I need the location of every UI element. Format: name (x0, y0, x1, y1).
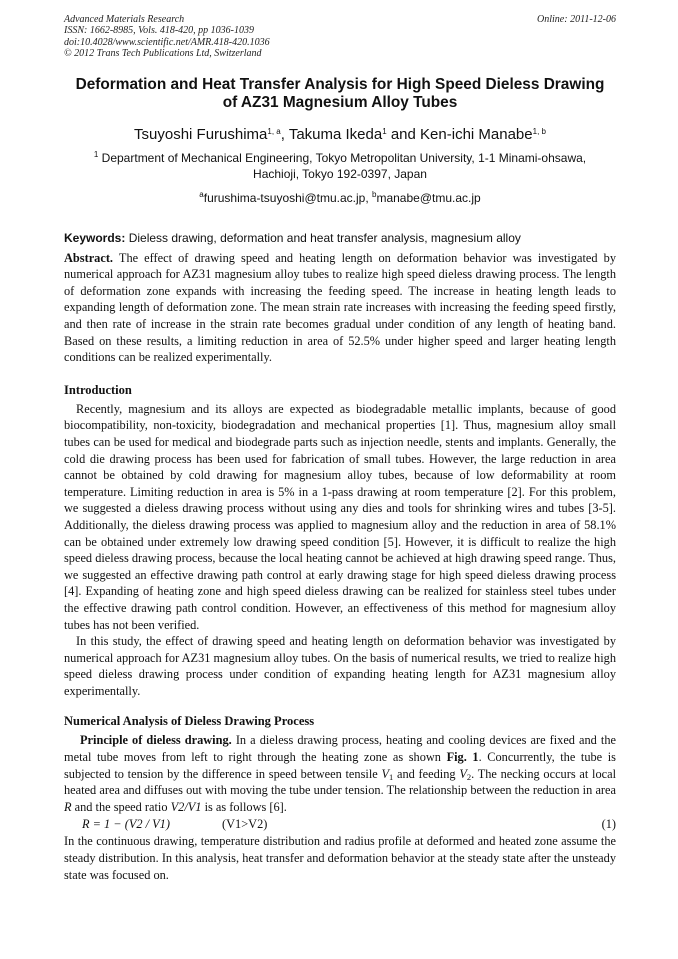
abstract-text: The effect of drawing speed and heating length on deformation behavior was investigated by numerical approach for AZ31 magnesium alloy tubes to realize high speed dieless drawing process. The length of deformation zone expands with increasing the feeding speed. The increase in heating length leads to expanding length of deformation zone. The mean strain rate increases with increasing the feeding speed firstly, and then rate of increase in the strain rate becomes gradual under condition of any length of heating band. Based on these results, a limiting reduction in area of 52.5% under higher speed and larger heating length conditions can be realized experimentally. (64, 250, 616, 365)
v2-symbol: V (459, 766, 467, 781)
title-line-1: Deformation and Heat Transfer Analysis for High Speed Dieless Drawing (75, 75, 605, 93)
equation-number: (1) (601, 817, 616, 832)
fig-1-reference[interactable]: Fig. 1 (446, 750, 479, 765)
equation-lhs: R = 1 − (V2 / V1) (82, 817, 170, 832)
equation-1 (64, 815, 616, 833)
author-3: Ken-ichi Manabe (420, 125, 533, 143)
abstract (64, 250, 616, 366)
p1-text-b: . Concurrently, the tube is subjected to tension by the difference in speed between tensile (64, 750, 616, 781)
email-b-sup: b (372, 189, 377, 199)
paper-page (64, 14, 616, 883)
email-line (64, 190, 616, 206)
keywords (64, 230, 616, 246)
email-b[interactable]: manabe@tmu.ac.jp (376, 190, 481, 205)
p1-text-a: In a dieless drawing process, heating and cooling devices are fixed and the metal tube moves from left to right through the heating zone as shown (64, 733, 616, 765)
intro-paragraph-1: Recently, magnesium and its alloys are expected as biodegradable metallic implants, because of good biocompatibility, non-toxicity, biodegradation and mechanical properties [1]. Thus, magnesium alloy small tubes can be used for medical and biodegrade parts such as injection needle, stents and implants. Generally, the cold die drawing process has been used for fabrication of small tubes. However, the large reduction in area cannot be obtained by cold drawing for magnesium alloy tubes, because of low deformability at room temperature. Limiting reduction in area is 5% in a 1-pass drawing at room temperature [2]. For this problem, we suggested a dieless drawing process without using any dies and tools for shrinking wires and tubes [3-5]. Additionally, the dieless drawing process was applied to magnesium alloy and the reduction in area of 58.1% can be obtained under extremely low drawing speed condition [5]. However, it is difficult to realize the high speed dieless drawing process, because the local heating cannot be achieved at high drawing speed range. Thus, we suggested an effective drawing path control at early drawing stage for high speed dieless drawing process [4]. Expanding of heating zone and high speed dieless drawing can be realized for stainless steel tubes under the effective drawing path control condition. However, an effectiveness of this method for magnesium alloy tubes has not been verified. (64, 401, 616, 632)
principle-subheading: Principle of dieless drawing. (80, 733, 232, 748)
introduction-body (64, 401, 616, 700)
author-separator: , (280, 125, 289, 143)
author-list (64, 126, 616, 144)
intro-paragraph-2: In this study, the effect of drawing speed and heating length on deformation behavior was investigated by numerical approach for AZ31 magnesium alloy tubes. On the basis of numerical results, we tried to realize high speed dieless drawing process under condition of expanding heating length for AZ31 magnesium alloy experimentally. (64, 634, 616, 698)
v1-symbol: V (381, 766, 390, 781)
journal-name: Advanced Materials Research (64, 14, 185, 25)
numerical-paragraph-2: In the continuous drawing, temperature distribution and radius profile at deformed and heated zone assume the steady distribution. In this analysis, heat transfer and deformation behavior at the steady state after the unsteady state was focused on. (64, 834, 616, 882)
author-1: Tsuyoshi Furushima (134, 125, 268, 143)
affiliation-line-2: Hachioji, Tokyo 192-0397, Japan (253, 167, 427, 182)
p1-text-d: . The necking occurs at local heated area and diffuses out with moving the tube under tension. The relationship between the reduction in area (64, 766, 617, 798)
issn-line: ISSN: 1662-8985, Vols. 418-420, pp 1036-1039 (64, 25, 254, 37)
author-1-sup: 1, a (267, 126, 281, 136)
keywords-text: Dieless drawing, deformation and heat transfer analysis, magnesium alloy (128, 230, 521, 245)
numerical-paragraph-1 (64, 732, 616, 815)
speed-ratio: V2/V1 (170, 799, 202, 814)
r-symbol: R (64, 799, 72, 814)
author-separator-and: and (386, 125, 421, 143)
online-date: Online: 2011-12-06 (537, 14, 616, 25)
author-2: Takuma Ikeda (288, 125, 383, 143)
v2-subscript: 2 (466, 771, 472, 782)
p1-text-f: is as follows [6]. (204, 799, 287, 814)
affiliation-line-1: Department of Mechanical Engineering, Tokyo Metropolitan University, 1-1 Minami-ohsawa, (101, 150, 587, 165)
doi-line: doi:10.4028/www.scientific.net/AMR.418-420.1036 (64, 36, 270, 48)
journal-header (64, 14, 616, 60)
v1-subscript: 1 (389, 771, 394, 782)
numerical-heading: Numerical Analysis of Dieless Drawing Process (64, 714, 315, 729)
keywords-label: Keywords: (64, 230, 126, 245)
title-line-2: of AZ31 Magnesium Alloy Tubes (222, 94, 458, 112)
numerical-body (64, 732, 616, 883)
paper-title (64, 76, 616, 113)
abstract-label: Abstract. (64, 250, 114, 265)
affiliation (64, 150, 616, 183)
p1-text-e: and the speed ratio (74, 799, 168, 814)
equation-condition: (V1>V2) (222, 817, 268, 832)
p1-text-c: and feeding (397, 766, 456, 781)
copyright-line: © 2012 Trans Tech Publications Ltd, Switzerland (64, 48, 262, 60)
introduction-heading: Introduction (64, 382, 132, 397)
author-2-sup: 1 (382, 126, 387, 136)
email-a-sup: a (199, 189, 204, 199)
author-3-sup: 1, b (532, 126, 546, 136)
email-a[interactable]: furushima-tsuyoshi@tmu.ac.jp, (203, 190, 369, 205)
affiliation-sup: 1 (93, 149, 99, 159)
